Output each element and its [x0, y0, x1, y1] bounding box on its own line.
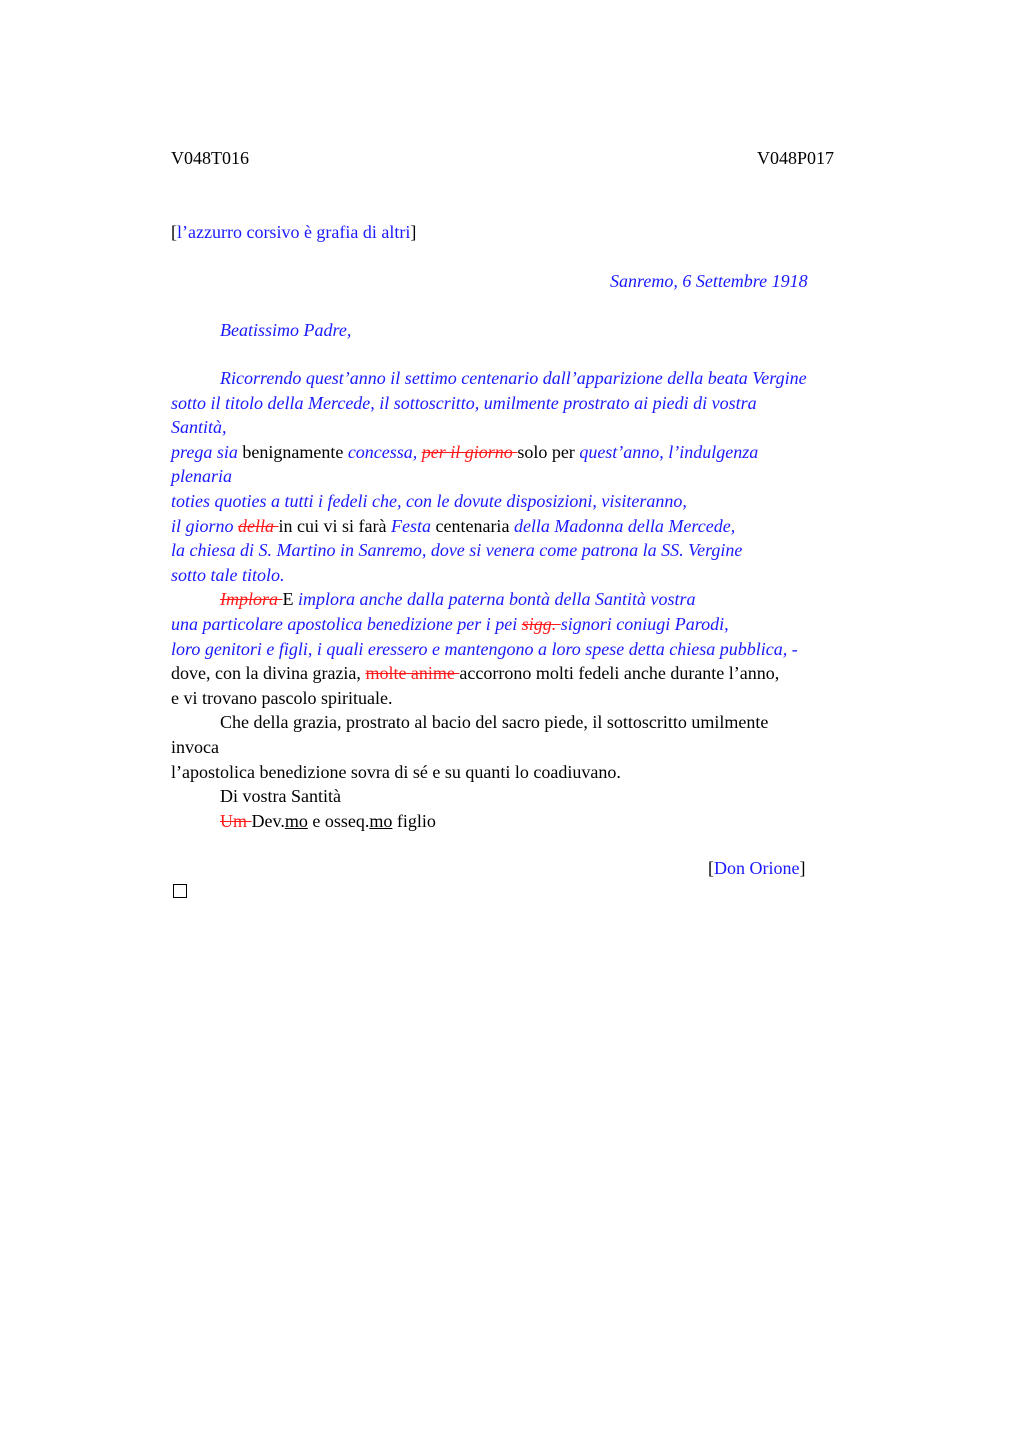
- text-segment: Festa: [390, 515, 431, 536]
- closing-formula: Di vostra Santità: [220, 786, 341, 807]
- body-line-18: [171, 784, 911, 809]
- body-line-7: [171, 514, 911, 539]
- deleted-text: molte anime: [365, 663, 460, 684]
- body-line-17: l’apostolica benedizione sovra di sé e su quanti lo coadiuvano.: [171, 761, 621, 782]
- text-segment: centenaria: [430, 515, 514, 536]
- body-line-1: [171, 366, 911, 391]
- body-line-13: [171, 661, 911, 686]
- deleted-text: della: [238, 515, 279, 536]
- text-segment: dove, con la divina grazia,: [171, 663, 366, 684]
- body-line-15-text: Che della grazia, prostrato al bacio del sacro piede, il sottoscritto umilmente: [220, 712, 769, 733]
- deleted-text: Implora: [220, 589, 283, 610]
- salutation: Beatissimo Padre,: [220, 320, 352, 340]
- text-segment: prega sia: [171, 441, 238, 462]
- signature-bracket-open: [: [708, 858, 714, 878]
- end-marker-square-icon: [173, 884, 187, 898]
- body-line-12: loro genitori e figli, i quali eressero e mantengono a loro spese detta chiesa pubblica, -: [171, 638, 798, 659]
- text-segment: una particolare apostolica benedizione per i pei: [171, 613, 522, 634]
- body-line-3: Santità,: [171, 417, 227, 438]
- text-segment: benignamente: [237, 441, 348, 462]
- body-line-19: [171, 809, 911, 834]
- body-line-14: e vi trovano pascolo spirituale.: [171, 687, 393, 708]
- text-segment: in cui vi si farà: [278, 515, 391, 536]
- signature-name: Don Orione: [714, 858, 800, 878]
- body-line-16: invoca: [171, 736, 219, 757]
- body-line-5: plenaria: [171, 466, 232, 487]
- text-segment: Dev.: [251, 810, 285, 831]
- body-line-4: [171, 440, 911, 465]
- body-line-6: toties quoties a tutti i fedeli che, con le dovute disposizioni, visiteranno,: [171, 490, 687, 511]
- body-line-11: [171, 612, 911, 637]
- deleted-text: per il giorno: [421, 441, 518, 462]
- text-segment: il giorno: [171, 515, 239, 536]
- deleted-text: sigg.: [521, 613, 561, 634]
- note-text: l’azzurro corsivo è grafia di altri: [177, 222, 411, 242]
- left-code: V048T016: [171, 148, 249, 168]
- place-date: Sanremo, 6 Settembre 1918: [610, 271, 808, 291]
- signature-bracket-close: ]: [799, 858, 806, 878]
- text-segment: implora anche dalla paterna bontà della Santità vostra: [298, 589, 696, 610]
- body-line-10: [171, 587, 911, 612]
- text-segment: quest’anno, l’indulgenza: [579, 441, 759, 462]
- body-line-15: [171, 710, 911, 735]
- deleted-text: Um: [220, 810, 252, 831]
- body-line-1-text: Ricorrendo quest’anno il settimo centenario dall’apparizione della beata Vergine: [220, 368, 807, 388]
- letter-body: [171, 366, 911, 833]
- text-segment: solo per: [517, 441, 580, 462]
- note-bracket-close: ]: [410, 222, 417, 242]
- text-segment: figlio: [392, 810, 436, 831]
- signature: [708, 856, 805, 880]
- text-segment: e osseq.: [307, 810, 370, 831]
- body-line-2: sotto il titolo della Mercede, il sottoscritto, umilmente prostrato ai piedi di vostra: [171, 392, 757, 413]
- underlined-text: mo: [369, 810, 393, 831]
- body-line-9: sotto tale titolo.: [171, 564, 285, 585]
- text-segment: signori coniugi Parodi,: [560, 613, 729, 634]
- body-line-8: la chiesa di S. Martino in Sanremo, dove si venera come patrona la SS. Vergine: [171, 540, 743, 561]
- right-code: V048P017: [757, 148, 835, 168]
- text-segment: E: [282, 589, 298, 610]
- editorial-note: [171, 220, 416, 244]
- text-segment: della Madonna della Mercede,: [513, 515, 736, 536]
- text-segment: accorrono molti fedeli anche durante l’anno,: [459, 663, 780, 684]
- underlined-text: mo: [284, 810, 308, 831]
- note-bracket-open: [: [171, 222, 177, 242]
- text-segment: concessa,: [347, 441, 422, 462]
